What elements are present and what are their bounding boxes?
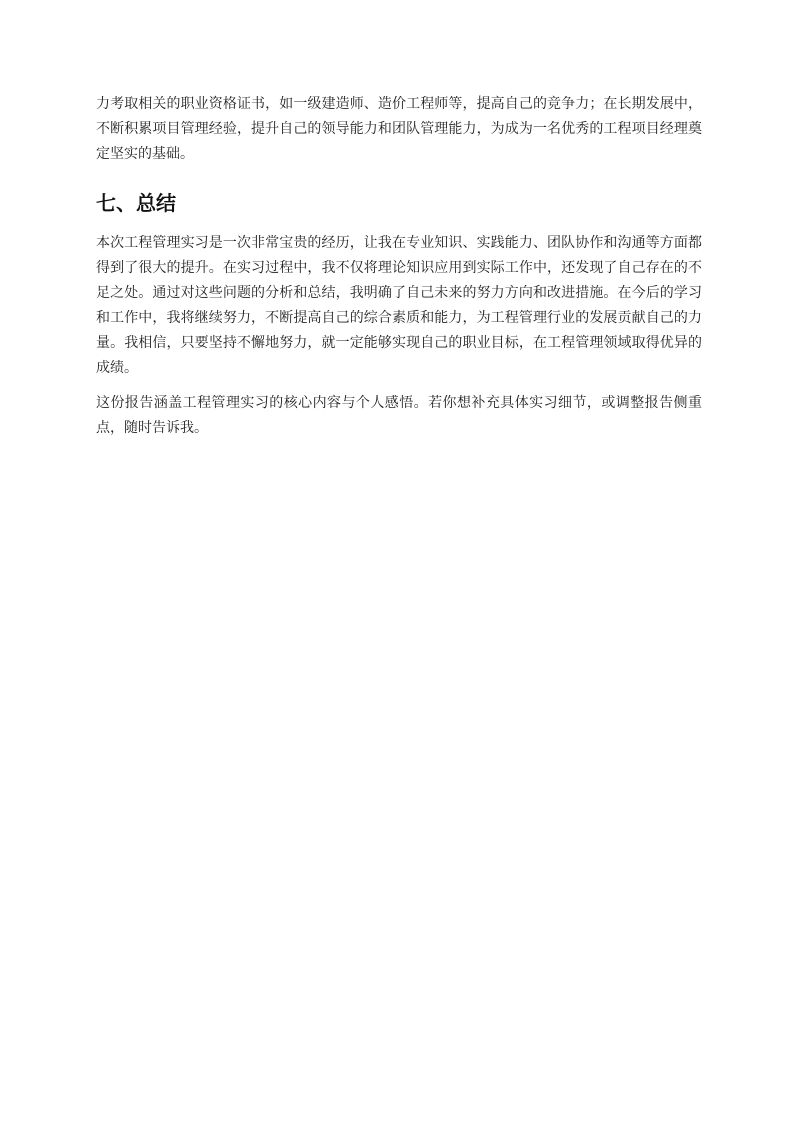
document-body: [96, 92, 702, 441]
section-heading-summary: 七、总结: [96, 191, 176, 215]
summary-paragraph: 本次工程管理实习是一次非常宝贵的经历，让我在专业知识、实践能力、团队协作和沟通等方面都得到了很大的提升。在实习过程中，我不仅将理论知识应用到实际工作中，还发现了自己存在的不足之处。通过对这些问题的分析和总结，我明确了自己未来的努力方向和改进措施。在今后的学习和工作中，我将继续努力，不断提高自己的综合素质和能力，为工程管理行业的发展贡献自己的力量。我相信，只要坚持不懈地努力，就一定能够实现自己的职业目标，在工程管理领域取得优异的成绩。: [96, 235, 702, 376]
intro-paragraph: 力考取相关的职业资格证书，如一级建造师、造价工程师等，提高自己的竞争力；在长期发展中，不断积累项目管理经验，提升自己的领导能力和团队管理能力，为成为一名优秀的工程项目经理奠定坚实的基础。: [96, 96, 702, 162]
closing-paragraph: 这份报告涵盖工程管理实习的核心内容与个人感悟。若你想补充具体实习细节，或调整报告侧重点，随时告诉我。: [96, 395, 702, 436]
